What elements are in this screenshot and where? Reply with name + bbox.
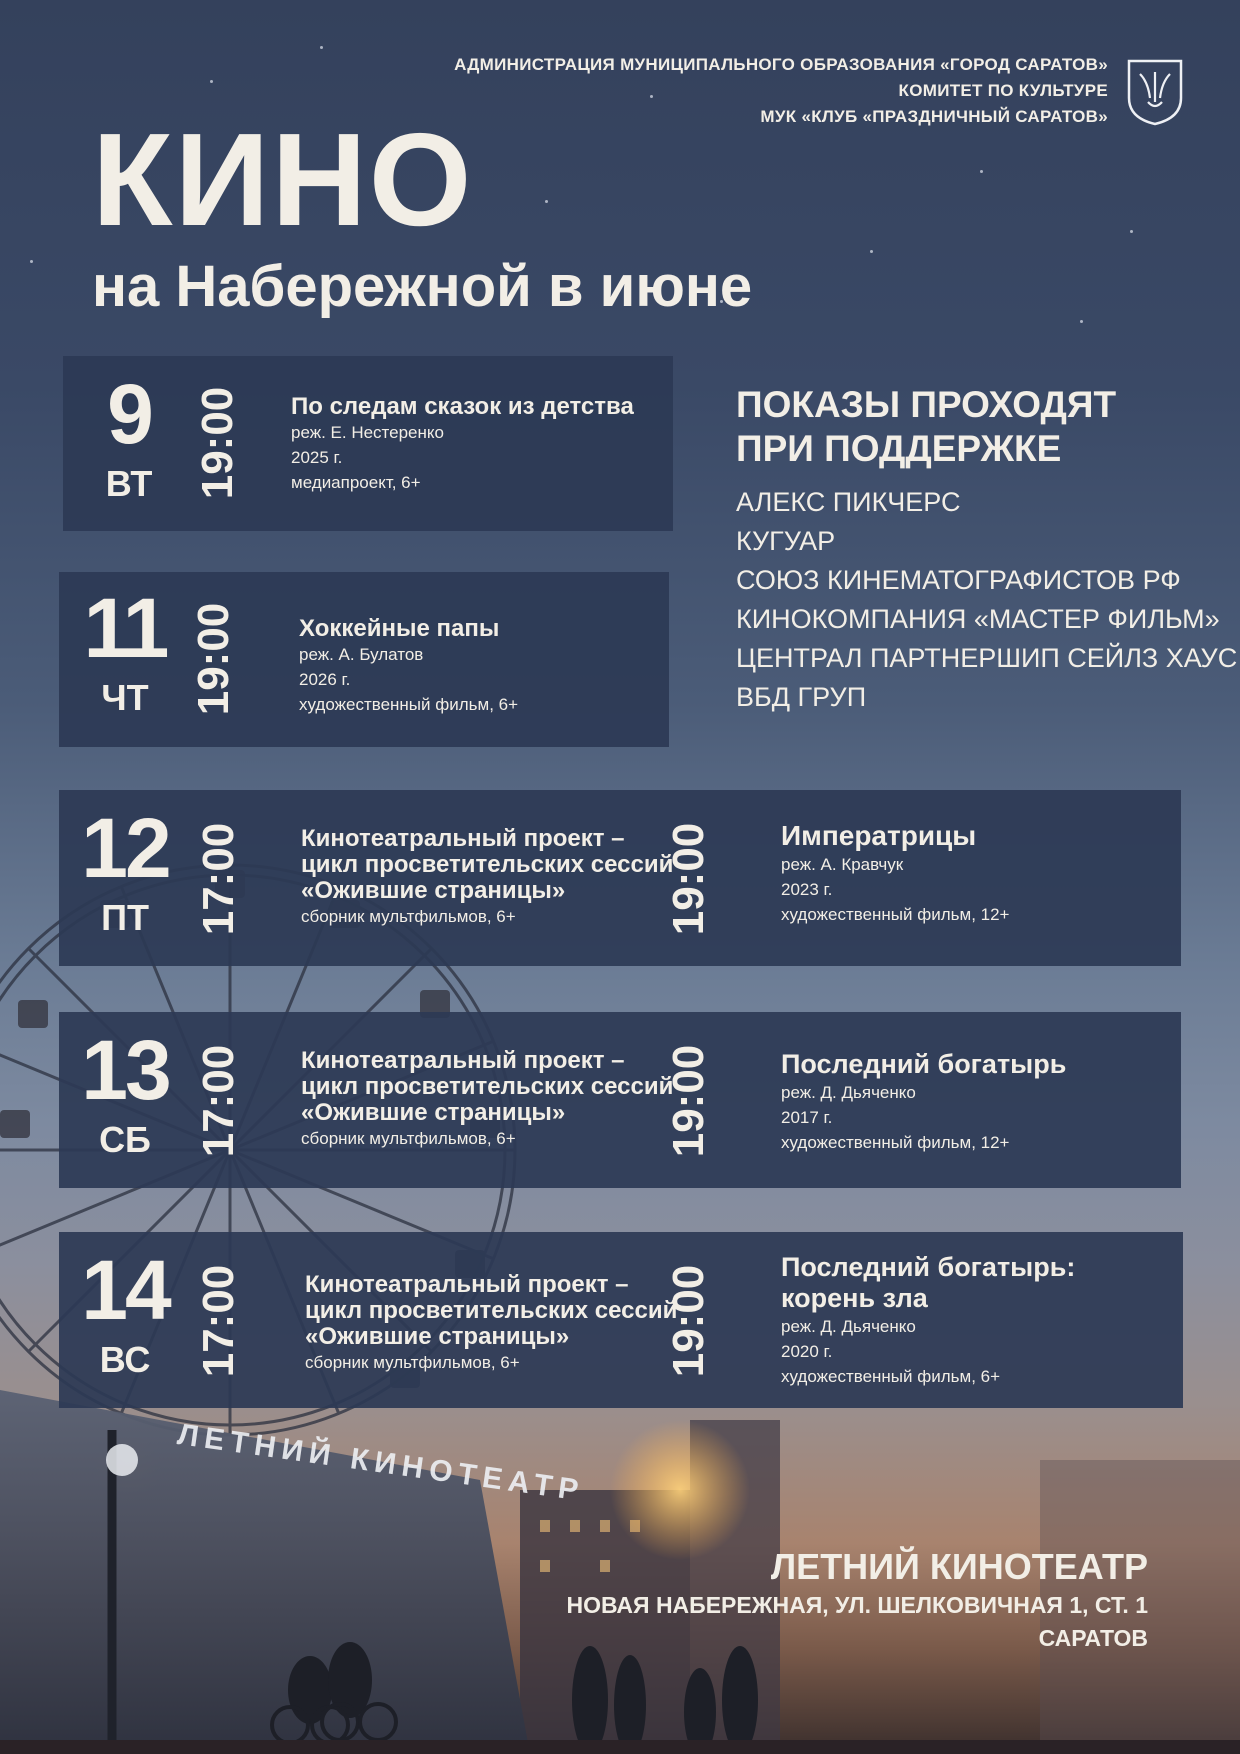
- schedule-card-11: [59, 572, 669, 747]
- day-number: 14: [81, 1243, 169, 1337]
- date-block: [79, 582, 171, 718]
- session-time: 19:00: [664, 822, 713, 936]
- film-title: Кинотеатральный проект –: [301, 1047, 625, 1074]
- weekday: ПТ: [101, 897, 149, 938]
- film-genre: художественный фильм, 6+: [781, 1367, 1001, 1386]
- film-year: 2023 г.: [781, 880, 833, 899]
- session-time: 17:00: [194, 1044, 243, 1158]
- sponsor-item: СОЮЗ КИНЕМАТОГРАФИСТОВ РФ: [736, 565, 1181, 595]
- film-title: цикл просветительских сессий: [305, 1297, 678, 1324]
- date-block: [79, 1244, 171, 1380]
- session-time: 17:00: [194, 1264, 243, 1378]
- poster-subtitle: на Набережной в июне: [92, 254, 753, 319]
- film-director: реж. А. Кравчук: [781, 855, 904, 874]
- sponsor-item: АЛЕКС ПИКЧЕРС: [736, 487, 961, 517]
- film-title: По следам сказок из детства: [291, 393, 634, 420]
- venue-city: САРАТОВ: [1038, 1625, 1148, 1651]
- film-title: «Ожившие страницы»: [301, 877, 566, 904]
- day-number: 12: [81, 801, 169, 895]
- film-genre: художественный фильм, 12+: [781, 1133, 1010, 1152]
- schedule-card-12: [59, 790, 1181, 966]
- film-director: реж. А. Булатов: [299, 645, 424, 664]
- film-title: «Ожившие страницы»: [301, 1099, 566, 1126]
- film-director: реж. Д. Дьяченко: [781, 1317, 916, 1336]
- weekday: ВТ: [105, 463, 153, 504]
- day-number: 13: [81, 1023, 169, 1117]
- film-year: 2025 г.: [291, 448, 343, 467]
- day-number: 9: [107, 367, 151, 461]
- film-info: [299, 616, 518, 717]
- film-title: Императрицы: [781, 820, 977, 851]
- film-title: Последний богатырь: [781, 1049, 1067, 1079]
- saratov-crest-icon: [1126, 58, 1184, 126]
- schedule-card-9: [63, 356, 673, 531]
- sponsor-item: КИНОКОМПАНИЯ «МАСТЕР ФИЛЬМ»: [736, 604, 1220, 634]
- film-genre: сборник мультфильмов, 6+: [301, 1129, 516, 1148]
- date-block: [79, 1024, 171, 1160]
- poster-title: КИНО: [92, 106, 474, 253]
- film-year: 2017 г.: [781, 1108, 833, 1127]
- organizer-line: АДМИНИСТРАЦИЯ МУНИЦИПАЛЬНОГО ОБРАЗОВАНИЯ «ГОРОД САРАТОВ»: [454, 55, 1108, 74]
- film-genre: сборник мультфильмов, 6+: [305, 1353, 520, 1372]
- support-heading: ПРИ ПОДДЕРЖКЕ: [736, 428, 1062, 469]
- venue-block: [566, 1545, 1148, 1655]
- weekday: СБ: [99, 1119, 151, 1160]
- film-year: 2026 г.: [299, 670, 351, 689]
- film-info: [301, 826, 673, 929]
- film-title: Хоккейные папы: [299, 615, 500, 642]
- venue-name: ЛЕТНИЙ КИНОТЕАТР: [770, 1546, 1148, 1587]
- schedule-card-14: [59, 1232, 1183, 1408]
- schedule-card-13: [59, 1012, 1181, 1188]
- film-genre: художественный фильм, 12+: [781, 905, 1010, 924]
- weekday: ЧТ: [101, 677, 149, 718]
- film-genre: сборник мультфильмов, 6+: [301, 907, 516, 926]
- session-time: 19:00: [664, 1044, 713, 1158]
- session-time: 17:00: [194, 822, 243, 936]
- sponsor-item: КУГУАР: [736, 526, 836, 556]
- organizer-line: МУК «КЛУБ «ПРАЗДНИЧНЫЙ САРАТОВ»: [760, 107, 1108, 126]
- film-info: [305, 1272, 677, 1375]
- film-genre: медиапроект, 6+: [291, 473, 421, 492]
- weekday: ВС: [99, 1339, 151, 1380]
- session-time: 19:00: [193, 386, 242, 500]
- date-block: [83, 368, 175, 504]
- film-title: Кинотеатральный проект –: [305, 1271, 629, 1298]
- organizer-line: КОМИТЕТ ПО КУЛЬТУРЕ: [898, 81, 1108, 100]
- film-title: Последний богатырь:: [781, 1252, 1076, 1282]
- date-block: [79, 802, 171, 938]
- film-info: [781, 1252, 1075, 1389]
- film-director: реж. Е. Нестеренко: [291, 423, 444, 442]
- film-info: [301, 1048, 673, 1151]
- film-title: цикл просветительских сессий: [301, 851, 674, 878]
- sponsor-list: [736, 483, 1237, 717]
- film-genre: художественный фильм, 6+: [299, 695, 519, 714]
- sponsor-item: ЦЕНТРАЛ ПАРТНЕРШИП СЕЙЛЗ ХАУС: [736, 643, 1238, 673]
- film-title: «Ожившие страницы»: [305, 1323, 570, 1350]
- venue-address: НОВАЯ НАБЕРЕЖНАЯ, УЛ. ШЕЛКОВИЧНАЯ 1, СТ. 1: [566, 1592, 1148, 1618]
- film-title: цикл просветительских сессий: [301, 1073, 674, 1100]
- support-heading: ПОКАЗЫ ПРОХОДЯТ: [736, 384, 1117, 425]
- organizer-block: [454, 52, 1108, 130]
- support-block: [736, 383, 1237, 717]
- film-title: корень зла: [781, 1283, 928, 1313]
- film-title: Кинотеатральный проект –: [301, 825, 625, 852]
- session-time: 19:00: [189, 602, 238, 716]
- film-year: 2020 г.: [781, 1342, 833, 1361]
- session-time: 19:00: [664, 1264, 713, 1378]
- film-info: [291, 394, 634, 495]
- film-info: [781, 1048, 1066, 1155]
- film-director: реж. Д. Дьяченко: [781, 1083, 916, 1102]
- cinema-building-sign: ЛЕТНИЙ КИНОТЕАТР: [175, 1418, 587, 1508]
- sponsor-item: ВБД ГРУП: [736, 682, 867, 712]
- film-info: [781, 820, 1009, 927]
- day-number: 11: [83, 581, 167, 675]
